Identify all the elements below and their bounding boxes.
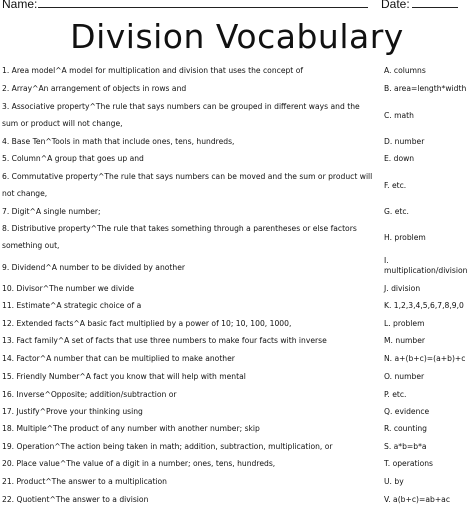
vocabulary-row [0,133,474,150]
answer-choice: F. etc. [384,181,407,190]
clue-text: 8. Distributive property^The rule that takes something through a parentheses or else factors something out, [2,224,357,250]
answer-choice: I. multiplication/division [384,256,468,275]
date-blank-line [412,7,458,8]
answer-choice: P. etc. [384,390,407,399]
answer-choice: E. down [384,154,415,163]
answer-choice: T. operations [384,459,433,468]
clue-text: 20. Place value^The value of a digit in a number; ones, tens, hundreds, [2,459,276,468]
clue-text: 6. Commutative property^The rule that says numbers can be moved and the sum or product will not change, [2,172,373,198]
answer-choice: N. a+(b+c)=(a+b)+c [384,354,466,363]
vocabulary-row [0,80,474,98]
answer-choice: H. problem [384,233,426,242]
answer-choice: L. problem [384,319,425,328]
vocabulary-row [0,98,474,133]
answer-choice: V. a(b+c)=ab+ac [384,495,451,504]
clue-text: 10. Divisor^The number we divide [2,284,135,293]
clue-text: 12. Extended facts^A basic fact multiplied by a power of 10; 10, 100, 1000, [2,319,292,328]
answer-choice: R. counting [384,424,428,433]
vocabulary-row [0,220,474,256]
clue-text: 22. Quotient^The answer to a division [2,495,149,504]
clue-text: 9. Dividend^A number to be divided by another [2,263,185,272]
name-blank-line [38,7,368,8]
clue-text: 19. Operation^The action being taken in math; addition, subtraction, multiplication, or [2,442,333,451]
clue-text: 4. Base Ten^Tools in math that include ones, tens, hundreds, [2,137,235,146]
worksheet-header [0,0,474,11]
answer-choice: G. etc. [384,207,409,216]
clue-text: 13. Fact family^A set of facts that use three numbers to make four facts with inverse [2,336,327,345]
clue-text: 3. Associative property^The rule that says numbers can be grouped in different ways and the sum or product will not change, [2,102,360,128]
vocabulary-row [0,491,474,509]
vocabulary-row [0,420,474,438]
vocabulary-row [0,386,474,403]
vocabulary-row [0,473,474,491]
date-label: Date: [381,0,410,11]
answer-choice: U. by [384,477,404,486]
clue-text: 1. Area model^A model for multiplication and division that uses the concept of [2,66,304,75]
answer-choice: B. area=length*width [384,84,467,93]
clue-text: 2. Array^An arrangement of objects in rows and [2,84,187,93]
answer-choice: O. number [384,372,425,381]
answer-choice: D. number [384,137,425,146]
clue-text: 16. Inverse^Opposite; addition/subtraction or [2,390,177,399]
vocabulary-row [0,203,474,220]
vocabulary-row [0,62,474,80]
vocabulary-row [0,438,474,455]
page-title: Division Vocabulary [70,17,404,56]
vocabulary-row [0,280,474,297]
vocabulary-row [0,332,474,350]
clue-text: 7. Digit^A single number; [2,207,101,216]
clue-text: 5. Column^A group that goes up and [2,154,144,163]
vocabulary-row [0,168,474,203]
clue-text: 17. Justify^Prove your thinking using [2,407,143,416]
answer-choice: K. 1,2,3,4,5,6,7,8,9,0 [384,301,464,310]
clue-text: 21. Product^The answer to a multiplication [2,477,167,486]
vocabulary-row [0,150,474,168]
vocabulary-row [0,368,474,386]
clue-text: 14. Factor^A number that can be multiplied to make another [2,354,235,363]
clue-text: 18. Multiple^The product of any number with another number; skip [2,424,260,433]
answer-choice: A. columns [384,66,426,75]
answer-choice: S. a*b=b*a [384,442,427,451]
name-label: Name: [2,0,38,11]
answer-choice: C. math [384,111,414,120]
vocabulary-row [0,350,474,368]
clue-text: 15. Friendly Number^A fact you know that will help with mental [2,372,246,381]
vocabulary-row [0,455,474,473]
answer-choice: M. number [384,336,426,345]
vocabulary-row [0,256,474,280]
vocabulary-row [0,403,474,420]
clue-text: 11. Estimate^A strategic choice of a [2,301,142,310]
answer-choice: Q. evidence [384,407,430,416]
vocabulary-row [0,297,474,315]
vocabulary-row [0,315,474,332]
answer-choice: J. division [384,284,421,293]
